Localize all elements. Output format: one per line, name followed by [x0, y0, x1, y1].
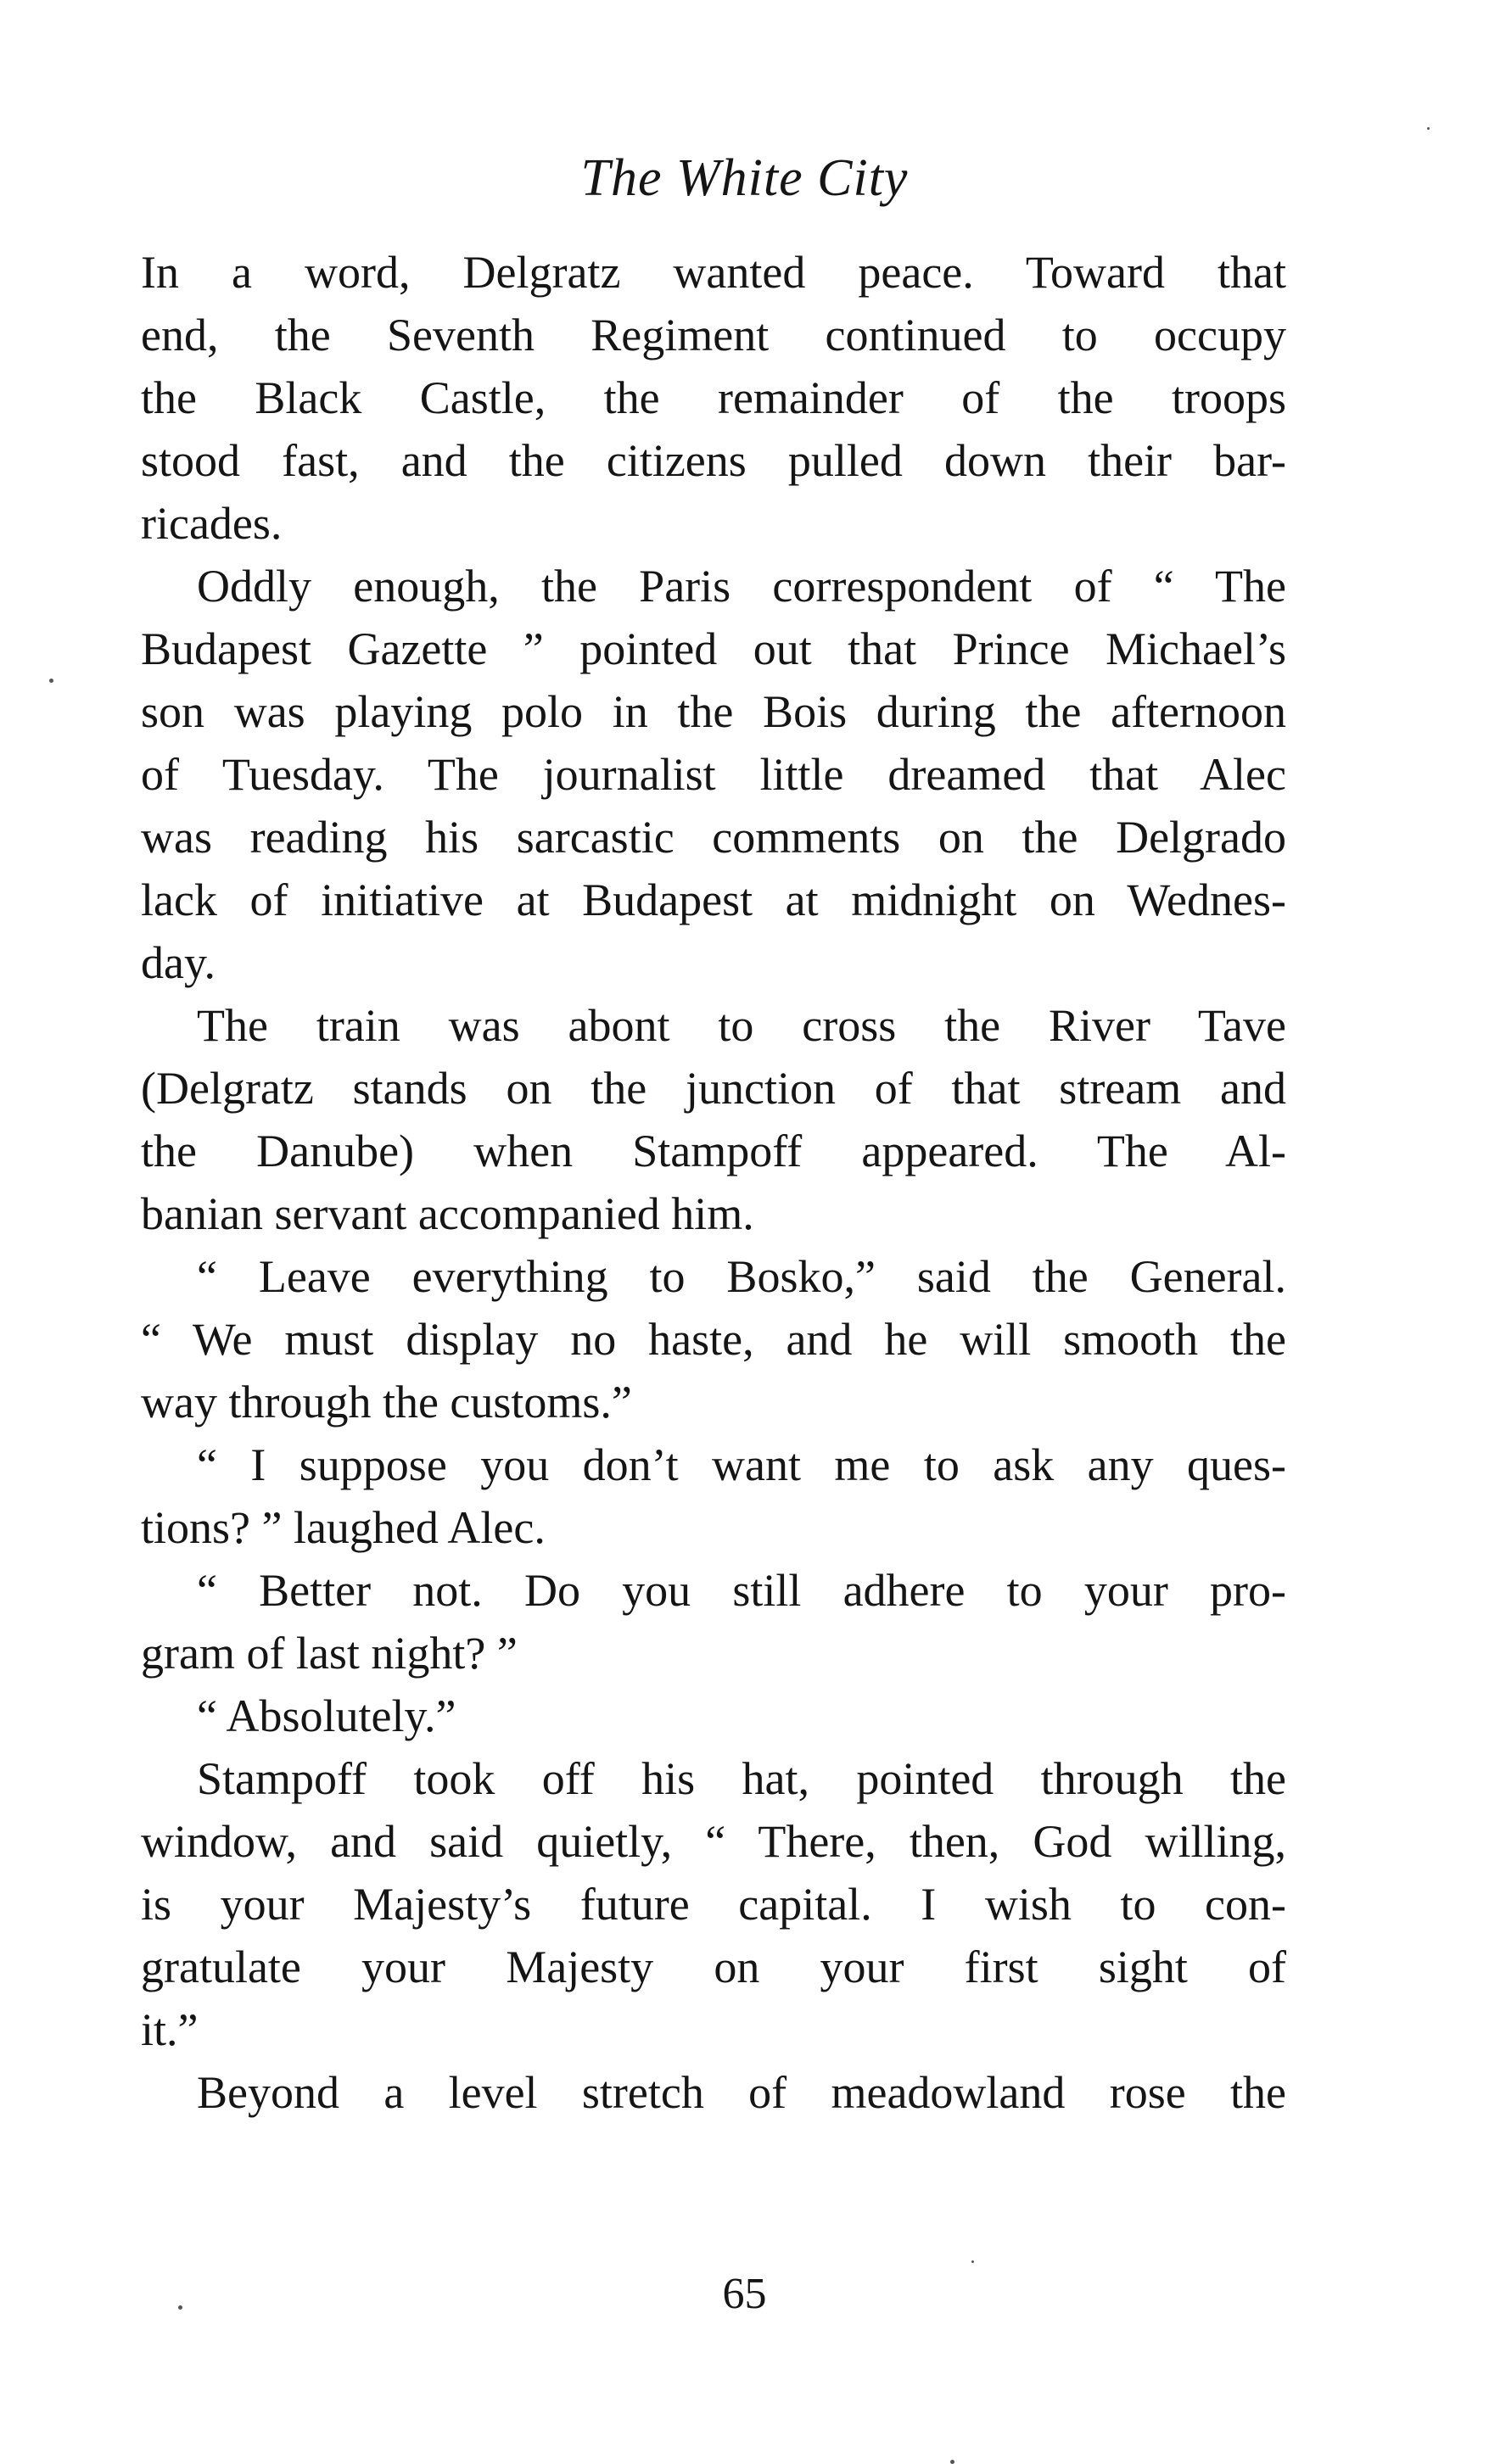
text-line: “ We must display no haste, and he will smooth the — [141, 1314, 1286, 1365]
text-line: “ Better not. Do you still adhere to your pro- — [197, 1565, 1286, 1616]
text-line: Oddly enough, the Paris correspondent of “ The — [197, 561, 1286, 612]
body-text — [141, 241, 1286, 2124]
text-line: son was playing polo in the Bois during the afternoon — [141, 686, 1286, 737]
paragraph — [141, 1559, 1286, 1685]
running-head: The White City — [580, 149, 909, 207]
text-line: stood fast, and the citizens pulled down their bar- — [141, 435, 1286, 486]
paragraph — [141, 1433, 1286, 1559]
text-line: day. — [141, 937, 216, 988]
scan-speck — [971, 2260, 974, 2263]
text-line: lack of initiative at Budapest at midnight on Wednes- — [141, 874, 1286, 925]
scan-speck — [49, 679, 53, 683]
text-line: “ I suppose you don’t want me to ask any ques- — [197, 1439, 1286, 1490]
text-line: Budapest Gazette ” pointed out that Prince Michael’s — [141, 623, 1286, 674]
text-line: is your Majesty’s future capital. I wish to con- — [141, 1879, 1286, 1930]
scan-speck — [950, 2460, 954, 2464]
paragraph — [141, 1747, 1286, 2061]
scan-speck — [178, 2305, 182, 2310]
text-line: gratulate your Majesty on your first sight of — [141, 1942, 1286, 1992]
text-line: “ Leave everything to Bosko,” said the General. — [197, 1251, 1286, 1302]
paragraph — [141, 994, 1286, 1245]
paragraph — [141, 241, 1286, 555]
page-number: 65 — [722, 2270, 767, 2318]
text-line: way through the customs.” — [141, 1377, 632, 1428]
text-line: it.” — [141, 2004, 199, 2055]
text-line: Stampoff took off his hat, pointed through the — [197, 1753, 1286, 1804]
text-line: The train was abont to cross the River Tave — [197, 1000, 1286, 1051]
text-line: (Delgratz stands on the junction of that stream and — [141, 1063, 1286, 1114]
text-line: window, and said quietly, “ There, then, God willing, — [141, 1816, 1286, 1867]
text-line: Beyond a level stretch of meadowland rose the — [197, 2067, 1286, 2118]
text-line: end, the Seventh Regiment continued to occupy — [141, 310, 1286, 360]
text-line: tions? ” laughed Alec. — [141, 1502, 546, 1553]
paragraph — [141, 1245, 1286, 1433]
text-line: gram of last night? ” — [141, 1628, 518, 1679]
text-line: the Black Castle, the remainder of the troops — [141, 372, 1286, 423]
paragraph — [141, 555, 1286, 994]
paragraph — [141, 1685, 1286, 1747]
text-line: was reading his sarcastic comments on the Delgrado — [141, 812, 1286, 863]
text-line: of Tuesday. The journalist little dreamed that Alec — [141, 749, 1286, 800]
text-line: banian servant accompanied him. — [141, 1188, 754, 1239]
text-line: In a word, Delgratz wanted peace. Toward that — [141, 247, 1286, 298]
text-line: the Danube) when Stampoff appeared. The Al- — [141, 1126, 1286, 1176]
scan-speck — [1427, 127, 1430, 130]
paragraph — [141, 2061, 1286, 2124]
text-line: ricades. — [141, 498, 283, 549]
text-line: “ Absolutely.” — [197, 1690, 456, 1741]
